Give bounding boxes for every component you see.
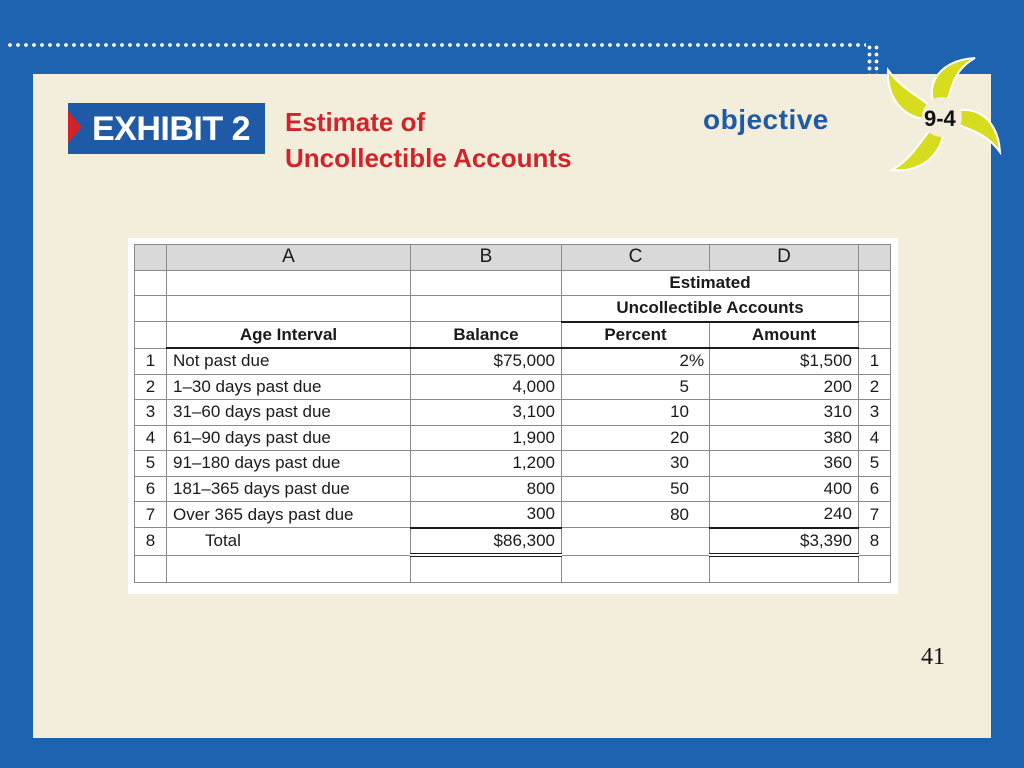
percent-cell bbox=[562, 476, 710, 502]
header-row-2 bbox=[135, 296, 891, 322]
column-letter: D bbox=[710, 245, 859, 271]
row-number: 6 bbox=[859, 476, 891, 502]
row-number: 1 bbox=[859, 348, 891, 374]
total-row bbox=[135, 528, 891, 556]
percent-value: 5 bbox=[679, 376, 689, 396]
balance-cell: 800 bbox=[411, 476, 562, 502]
row-number: 5 bbox=[135, 451, 167, 477]
age-interval-cell: 181–365 days past due bbox=[167, 476, 411, 502]
balance-cell: 1,900 bbox=[411, 425, 562, 451]
slide-title bbox=[285, 104, 572, 176]
amount-cell: 200 bbox=[710, 374, 859, 400]
row-number: 3 bbox=[859, 400, 891, 426]
percent-value: 2 bbox=[679, 351, 689, 371]
title-line-1: Estimate of bbox=[285, 107, 426, 137]
table-row bbox=[135, 502, 891, 528]
balance-cell: 300 bbox=[411, 502, 562, 528]
row-number: 7 bbox=[135, 502, 167, 528]
objective-number: 9-4 bbox=[924, 106, 956, 131]
row-number: 1 bbox=[135, 348, 167, 374]
age-interval-cell: 91–180 days past due bbox=[167, 451, 411, 477]
age-interval-cell: 31–60 days past due bbox=[167, 400, 411, 426]
percent-cell bbox=[562, 348, 710, 374]
row-number: 7 bbox=[859, 502, 891, 528]
percent-cell bbox=[562, 400, 710, 426]
amount-cell: 400 bbox=[710, 476, 859, 502]
amount-header: Amount bbox=[710, 322, 859, 349]
amount-cell: 240 bbox=[710, 502, 859, 528]
dotted-line-curve bbox=[866, 44, 880, 74]
column-letter-row bbox=[135, 245, 891, 271]
objective-label: objective bbox=[703, 104, 829, 135]
percent-cell bbox=[562, 451, 710, 477]
estimated-header-line-1: Estimated bbox=[562, 270, 859, 296]
table-row bbox=[135, 425, 891, 451]
percent-value: 10 bbox=[670, 402, 689, 422]
percent-value: 80 bbox=[670, 504, 689, 524]
header-row-1 bbox=[135, 270, 891, 296]
age-interval-cell: Not past due bbox=[167, 348, 411, 374]
row-number: 2 bbox=[859, 374, 891, 400]
corner-cell bbox=[135, 245, 167, 271]
percent-header: Percent bbox=[562, 322, 710, 349]
row-number: 4 bbox=[859, 425, 891, 451]
balance-cell: 1,200 bbox=[411, 451, 562, 477]
amount-cell: 360 bbox=[710, 451, 859, 477]
row-number: 4 bbox=[135, 425, 167, 451]
amount-cell: $1,500 bbox=[710, 348, 859, 374]
percent-cell bbox=[562, 374, 710, 400]
column-letter: A bbox=[167, 245, 411, 271]
percent-value: 30 bbox=[670, 453, 689, 473]
balance-cell: 4,000 bbox=[411, 374, 562, 400]
column-letter: B bbox=[411, 245, 562, 271]
total-balance: $86,300 bbox=[411, 528, 562, 556]
row-number: 3 bbox=[135, 400, 167, 426]
row-number: 8 bbox=[135, 528, 167, 556]
column-letter: C bbox=[562, 245, 710, 271]
percent-cell bbox=[562, 425, 710, 451]
amount-cell: 310 bbox=[710, 400, 859, 426]
exhibit-red-notch bbox=[68, 111, 82, 143]
balance-cell: $75,000 bbox=[411, 348, 562, 374]
row-number: 5 bbox=[859, 451, 891, 477]
table-row bbox=[135, 374, 891, 400]
age-interval-cell: 1–30 days past due bbox=[167, 374, 411, 400]
table-row bbox=[135, 476, 891, 502]
empty-row bbox=[135, 555, 891, 582]
balance-header: Balance bbox=[411, 322, 562, 349]
balance-cell: 3,100 bbox=[411, 400, 562, 426]
row-number: 2 bbox=[135, 374, 167, 400]
percent-cell bbox=[562, 502, 710, 528]
amount-cell: 380 bbox=[710, 425, 859, 451]
aging-schedule-table bbox=[134, 244, 891, 583]
table-row bbox=[135, 451, 891, 477]
row-number: 6 bbox=[135, 476, 167, 502]
age-interval-cell: 61–90 days past due bbox=[167, 425, 411, 451]
percent-value: 50 bbox=[670, 478, 689, 498]
table-row bbox=[135, 400, 891, 426]
exhibit-label: EXHIBIT 2 bbox=[92, 110, 250, 148]
age-interval-header: Age Interval bbox=[167, 322, 411, 349]
estimated-header-line-2: Uncollectible Accounts bbox=[562, 296, 859, 322]
percent-sign: % bbox=[689, 351, 705, 371]
row-number: 8 bbox=[859, 528, 891, 556]
total-label: Total bbox=[167, 528, 411, 556]
column-header-row bbox=[135, 322, 891, 349]
table-row bbox=[135, 348, 891, 374]
age-interval-cell: Over 365 days past due bbox=[167, 502, 411, 528]
percent-value: 20 bbox=[670, 427, 689, 447]
corner-cell bbox=[859, 245, 891, 271]
title-line-2: Uncollectible Accounts bbox=[285, 143, 572, 173]
page-number: 41 bbox=[921, 644, 945, 670]
dotted-line bbox=[6, 41, 866, 49]
total-amount: $3,390 bbox=[710, 528, 859, 556]
